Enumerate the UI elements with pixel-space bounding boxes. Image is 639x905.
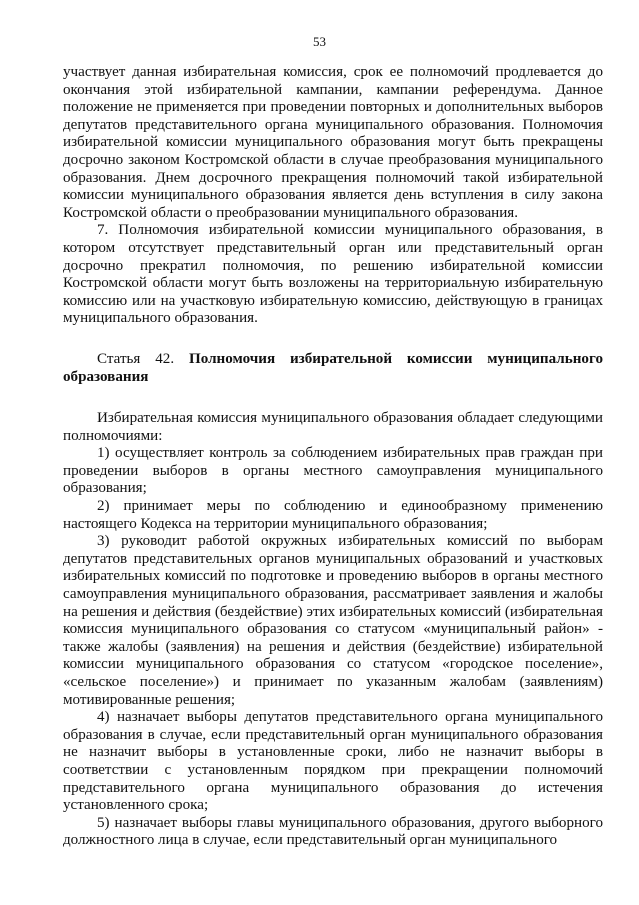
article-title: Полномочия избирательной комиссии муниципального образования xyxy=(63,350,603,385)
paragraph-item-7: 7. Полномочия избирательной комиссии муниципального образования, в котором отсутствует представительный орган или представительный орган досрочно прекратил полномочия, по решению избирательной комиссии Костромской области могут быть возложены на территориальную избирательную комиссию или на участковую избирательную комиссию, действующую в границах муниципального образования. xyxy=(63,222,603,327)
page-number: 53 xyxy=(313,34,326,49)
paragraph-continuation: участвует данная избирательная комиссия, срок ее полномочий продлевается до окончания этой избирательной кампании, кампании референдума. Данное положение не применяется при проведении повторных и дополнительных выборов депутатов представительного органа муниципального образования. Полномочия избирательной комиссии муниципального образования могут быть прекращены досрочно законом Костромской области в случае преобразования муниципального образования. Днем досрочного прекращения полномочий такой избирательной комиссии муниципального образования является день вступления в силу закона Костромской области о преобразовании муниципального образования. xyxy=(63,64,603,221)
article-heading xyxy=(63,351,603,386)
paragraph-item-2: 2) принимает меры по соблюдению и единообразному применению настоящего Кодекса на территории муниципального образования; xyxy=(63,498,603,532)
heading-spacer xyxy=(63,386,603,410)
paragraph-item-3: 3) руководит работой окружных избирательных комиссий по выборам депутатов представительных органов муниципальных образований и участковых избирательных комиссий по подготовке и проведению выборов в органы местного самоуправления муниципального образования, рассматривает заявления и жалобы на решения и действия (бездействие) этих избирательных комиссий (избирательная комиссия муниципального образования со статусом «муниципальный район» - также жалобы (заявления) на решения и действия (бездействие) избирательной комиссии муниципального образования со статусом «городское поселение», «сельское поселение») и принимает по указанным жалобам (заявлениям) мотивированные решения; xyxy=(63,533,603,708)
paragraph-intro: Избирательная комиссия муниципального образования обладает следующими полномочиями: xyxy=(63,410,603,444)
document-body xyxy=(63,64,603,850)
article-label: Статья 42. xyxy=(97,350,175,367)
paragraph-item-4: 4) назначает выборы депутатов представительного органа муниципального образования в случае, если представительный орган муниципального образования не назначит выборы в установленные сроки, либо не назначит выборы в соответствии с установленным порядком при прекращении полномочий представительного органа муниципального образования до истечения установленного срока; xyxy=(63,709,603,814)
paragraph-item-1: 1) осуществляет контроль за соблюдением избирательных прав граждан при проведении выборов в органы местного самоуправления муниципального образования; xyxy=(63,445,603,497)
paragraph-item-5: 5) назначает выборы главы муниципального образования, другого выборного должностного лица в случае, если представительный орган муниципального xyxy=(63,814,603,849)
